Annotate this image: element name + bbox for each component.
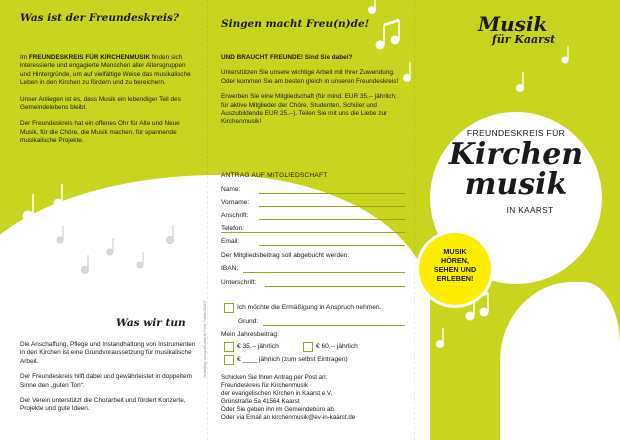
side-credit-text: Gestaltung: www.grafik-dietz.de Fotos: Fotolia 2016/17 [203, 300, 207, 378]
badge-line: SEHEN UND [433, 265, 477, 274]
logo-text-kaarst: für Kaarst [492, 33, 556, 46]
option-60-label: € 60,-- jährlich [316, 343, 358, 350]
title-big-musik: musik [464, 167, 568, 202]
heading-what-is: Was ist der Freundeskreis? [20, 12, 180, 24]
reduction-checkbox[interactable] [224, 303, 234, 313]
para-instruments: Die Anschaffung, Pflege und Instandhaltung von Instrumenten in den Kirchen ist eine Grundvoraussetzung für musikalische Arbeit. [20, 341, 196, 365]
para-intro-bold: FREUNDESKREIS FÜR KIRCHENMUSIK [28, 54, 150, 61]
field-email-line[interactable] [259, 245, 405, 246]
logo [478, 14, 608, 45]
para-intro-prefix: Im [20, 54, 29, 61]
address-block [221, 374, 406, 421]
heading-what-we-do: Was wir tun [116, 317, 186, 329]
reason-label: Grund: [238, 318, 259, 325]
option-custom-label: € ____ jährlich (zum selbst Eintragen) [237, 356, 348, 363]
annual-label: Mein Jahresbeitrag: [221, 331, 279, 338]
panel-left [0, 0, 207, 440]
title-place: IN KAARST [506, 206, 554, 215]
option-35-label: € 35,-- jährlich [237, 343, 279, 350]
support-text [221, 54, 401, 127]
field-firstname-line[interactable] [259, 206, 405, 207]
address-line: Schicken Sie Ihren Antrag per Post an: [221, 374, 328, 381]
para-good-tone: Der Freundeskreis hilft dabei und gewährleistet in doppeltem Sinne den „guten Ton“. [20, 373, 192, 389]
panel-middle [203, 0, 414, 440]
option-60-checkbox[interactable] [303, 342, 313, 352]
para-open-ear: Der Freundeskreis hat ein offenes Ohr für Alte und Neue Musik, für die Chöre, die Musik machen, für spannende musikalische Projekte. [20, 120, 180, 145]
field-label-phone: Telefon: [221, 225, 245, 232]
para-choir-support: Der Verein unterstützt die Chorarbeit und fördert Konzerte, Projekte und gute Ideen. [20, 397, 186, 413]
iban-label: IBAN: [221, 265, 239, 272]
field-address-line-2[interactable] [221, 232, 405, 233]
side-credit [203, 300, 211, 420]
title-big-kirchen: Kirchen [448, 137, 584, 172]
para-concern: Unser Anliegen ist es, dass Musik ein lebendiger Teil des Gemeindelebens bleibt. [20, 95, 181, 112]
field-name-line[interactable] [259, 193, 405, 194]
title-block [430, 128, 602, 215]
option-35-checkbox[interactable] [224, 342, 234, 352]
reason-line[interactable] [263, 325, 405, 326]
debit-label: Der Mitgliedsbeitrag soll abgebucht werden: [221, 252, 350, 259]
email-link[interactable]: Oder via Email an kirchenmusik@ev-in-kaarst.de [221, 413, 356, 421]
slogan-badge [419, 233, 491, 305]
badge-line: ERLEBEN! [436, 274, 474, 283]
option-custom-checkbox[interactable] [224, 355, 234, 365]
field-label-address: Anschrift: [221, 212, 249, 219]
title-small: FREUNDESKREIS FÜR [466, 128, 566, 138]
iban-line[interactable] [243, 272, 405, 273]
signature-label: Unterschrift: [221, 279, 257, 286]
address-line: Freundeskreis für Kirchenmusik [221, 381, 308, 389]
heading-singing: Singen macht Freu(n)de! [221, 18, 370, 30]
field-address-line[interactable] [259, 219, 405, 220]
field-label-firstname: Vorname: [221, 199, 250, 206]
address-line: Oder Sie geben ihn im Gemeindebüro ab. [221, 405, 336, 413]
address-line: der evangelischen Kirchen in Kaarst e.V. [221, 389, 333, 397]
activities-text [20, 341, 196, 414]
intro-text [20, 54, 192, 146]
badge-line: MUSIK [443, 247, 467, 256]
para-intro [20, 54, 192, 88]
para-membership: Erwerben Sie eine Mitgliedschaft (für mind. EUR 35,-- jährlich; für aktive Mitglieder der Chöre, Studenten, Schüler und Auszubildende EUR 25,--). Teilen Sie mit uns die Liebe zur Kirchenmusik! [221, 93, 397, 126]
reduction-label: Ich möchte die Ermäßigung in Anspruch nehmen. [237, 304, 382, 311]
field-label-email: Email: [221, 238, 240, 245]
form-title: ANTRAG AUF MITGLIEDSCHAFT [221, 172, 328, 179]
para-intro-rest: finden sich interessierte und engagierte Menschen aller Altersgruppen und Hintergründe, um auf vielfältige Weise das musikalische Leben in den Kirchen zu fördern und zu bereichern. [20, 54, 191, 87]
badge-line: HÖREN, [441, 256, 469, 265]
para-support: Unterstützen Sie unsere wichtige Arbeit mit Ihrer Zuwendung. Oder kommen Sie am besten gleich in unseren Freundeskreis! [221, 69, 399, 85]
logo-text-music: Musik [478, 12, 548, 36]
field-label-name: Name: [221, 186, 241, 193]
signature-line[interactable] [265, 286, 405, 287]
subheading-friends: UND BRAUCHT FREUNDE! Sind Sie dabei? [221, 54, 353, 61]
badge-text [419, 233, 491, 283]
address-line: Grünstraße 5a 41564 Kaarst [221, 397, 300, 405]
